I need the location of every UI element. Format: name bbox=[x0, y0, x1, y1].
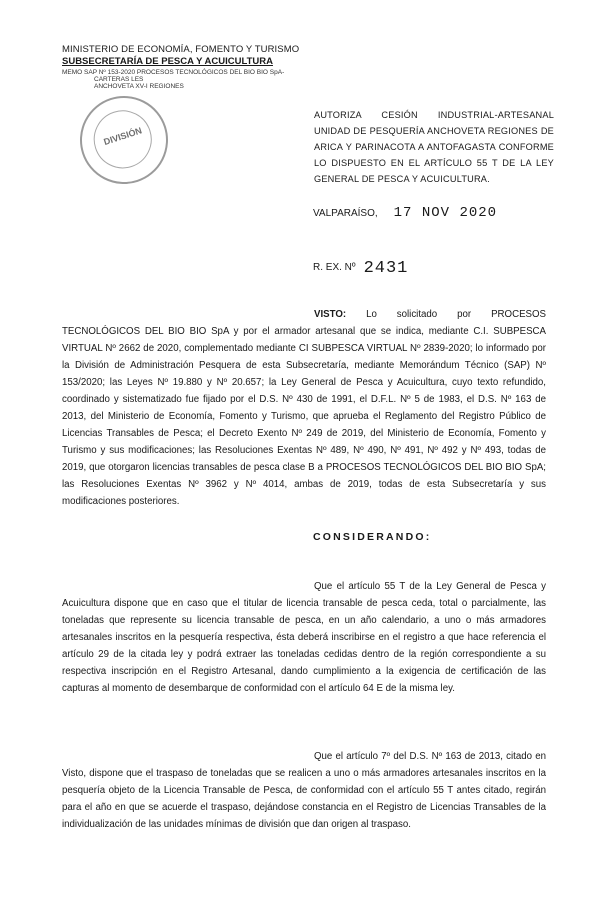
letterhead bbox=[62, 44, 302, 90]
stamp-text: DIVISIÓN bbox=[102, 125, 144, 148]
memo-reference-line-2: CARTERAS LES bbox=[94, 76, 144, 83]
considerando-heading: CONSIDERANDO: bbox=[313, 531, 432, 543]
visto-text: Lo solicitado por PROCESOS TECNOLÓGICOS DEL BIO BIO SpA y por el armador artesanal que se indica, mediante C.I. SUBPESCA VIRTUAL Nº 2662 de 2020, complementado mediante CI SUBPESCA VIRTUAL Nº 2839-2020; lo informado por la División de Administración Pesquera de esta Subsecretaría, mediante Memorándum Técnico (SAP) Nº 153/2020; las Leyes Nº 19.880 y Nº 20.657; la Ley General de Pesca y Acuicultura, cuyo texto refundido, coordinado y sistematizado fue fijado por el D.S. Nº 430 de 1991, el D.F.L. Nº 5 de 1983, el D.S. Nº 163 de 2013, del Ministerio de Economía, Fomento y Turismo, que aprueba el Reglamento del Registro Público de Licencias Transables de Pesca; el Decreto Exento Nº 249 de 2019, del Ministerio de Economía, Fomento y Turismo y sus modificaciones; las Resoluciones Exentas Nº 489, Nº 490, Nº 491, Nº 492 y Nº 493, todas de 2019, que otorgaron licencias transables de pesca clase B a PROCESOS TECNOLÓGICOS DEL BIO BIO SpA; las Resoluciones Exentas Nº 3962 y Nº 4014, ambas de 2019, todas de esta Subsecretaría y sus modificaciones posteriores. bbox=[62, 309, 546, 507]
considerando-paragraph-1 bbox=[62, 578, 546, 697]
considerando-paragraph-2 bbox=[62, 748, 546, 833]
subsecretaria-name: SUBSECRETARÍA DE PESCA Y ACUICULTURA bbox=[62, 56, 273, 67]
visto-paragraph bbox=[62, 306, 546, 510]
memo-reference: MEMO SAP Nº 153-2020 PROCESOS TECNOLÓGICOS DEL BIO BIO SpA- bbox=[62, 69, 285, 76]
resolution-number-line bbox=[313, 257, 408, 276]
considerando-text-1: Que el artículo 55 T de la Ley General de Pesca y Acuicultura dispone que en caso que el titular de licencia transable de pesca ceda, total o parcialmente, las toneladas que represente su licencia transable de pesca, en un año calendario, a uno o más armadores artesanales inscritos en la pesquería respectiva, ésta deberá inscribirse en el registro a que hace referencia el artículo 29 de la citada ley y podrá extraer las toneladas cedidas dentro de la región correspondiente a su respectiva inscripción en el Registro Artesanal, dando cumplimiento a la exigencia de certificación de las capturas al momento de desembarque de conformidad con el artículo 64 E de la misma ley. bbox=[62, 581, 546, 694]
date-stamp: 17 NOV 2020 bbox=[393, 205, 498, 221]
place-date-line bbox=[313, 205, 497, 221]
rex-number: 2431 bbox=[363, 259, 409, 278]
resolution-title: AUTORIZA CESIÓN INDUSTRIAL-ARTESANAL UNIDAD DE PESQUERÍA ANCHOVETA REGIONES DE ARICA Y PARINACOTA A ANTOFAGASTA CONFORME LO DISPUESTO EN EL ARTÍCULO 55 T DE LA LEY GENERAL DE PESCA Y ACUICULTURA. bbox=[314, 110, 554, 184]
rex-label: R. EX. Nº bbox=[313, 262, 356, 273]
considerando-text-2: Que el artículo 7º del D.S. Nº 163 de 2013, citado en Visto, dispone que el traspaso de toneladas que se realicen a uno o más armadores artesanales inscritos en la pesquería objeto de la Licencia Transable de Pesca, de conformidad con el artículo 55 T antes citado, regirán para el año en que se acuerde el traspaso, dejándose constancia en el Registro de Licencias Transables de la individualización de las unidades mínimas de división que dan origen al traspaso. bbox=[62, 751, 546, 830]
place: VALPARAÍSO, bbox=[313, 208, 378, 219]
memo-reference-line-3: ANCHOVETA XV-I REGIONES bbox=[94, 83, 184, 90]
visto-label: VISTO: bbox=[314, 309, 347, 320]
official-stamp bbox=[69, 85, 180, 196]
ministry-name: MINISTERIO DE ECONOMÍA, FOMENTO Y TURISMO bbox=[62, 44, 300, 55]
